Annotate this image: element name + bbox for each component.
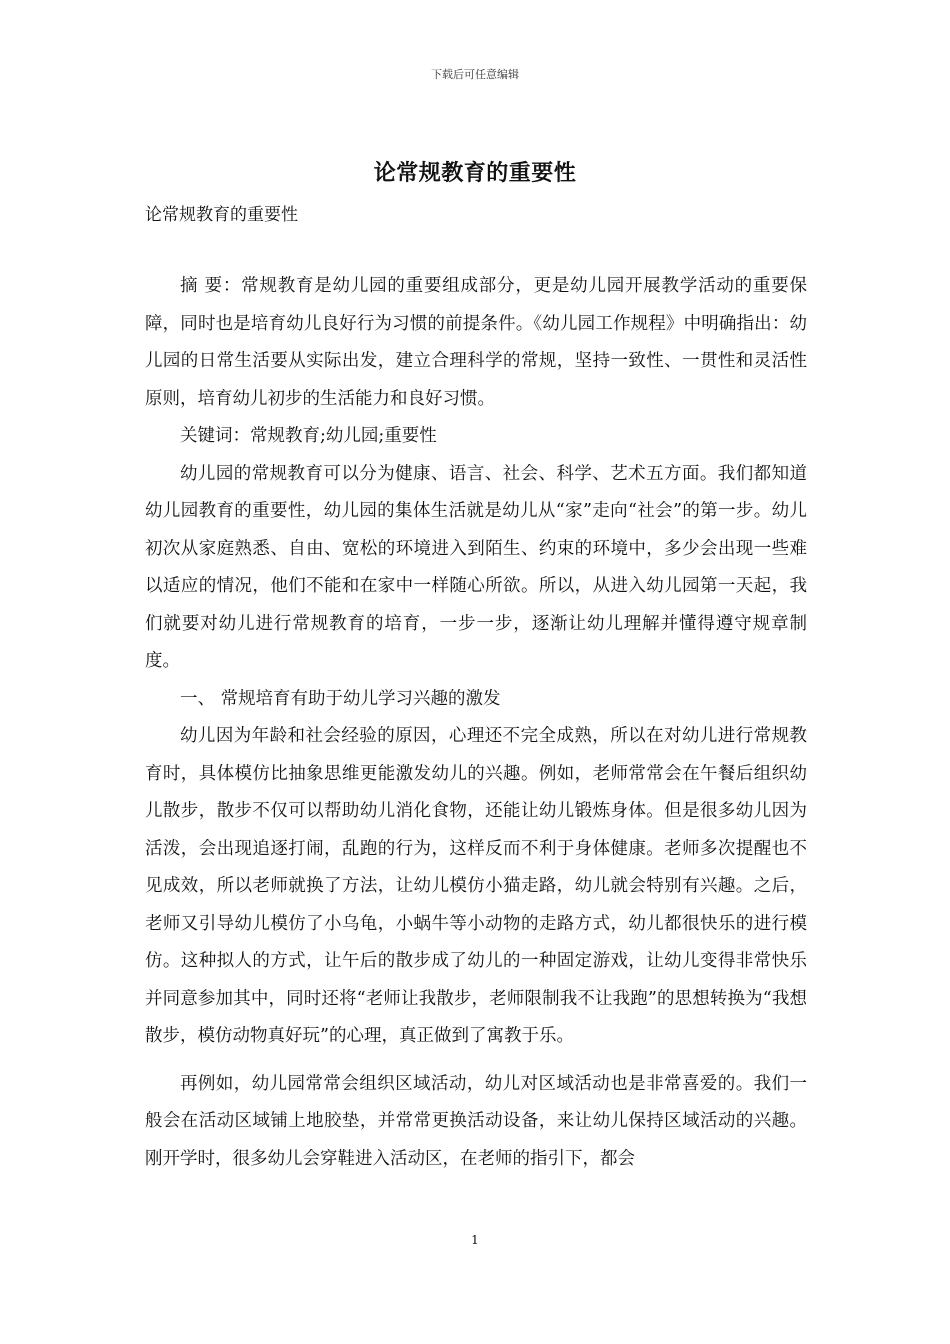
- document-title: 论常规教育的重要性: [373, 160, 577, 186]
- body-paragraph: 幼儿因为年龄和社会经验的原因，心理还不完全成熟，所以在对幼儿进行常规教育时，具体模仿比抽象思维更能激发幼儿的兴趣。例如，老师常常会在午餐后组织幼儿散步，散步不仅可以帮助幼儿消化食物，还能让幼儿锻炼身体。但是很多幼儿因为活泼，会出现追逐打闹，乱跑的行为，这样反而不利于身体健康。老师多次提醒也不见成效，所以老师就换了方法，让幼儿模仿小猫走路，幼儿就会特别有兴趣。之后，老师又引导幼儿模仿了小乌龟，小蜗牛等小动物的走路方式，幼儿都很快乐的进行模仿。这种拟人的方式，让午后的散步成了幼儿的一种固定游戏，让幼儿变得非常快乐并同意参加其中，同时还将“老师让我散步，老师限制我不让我跑”的思想转换为“我想散步，模仿动物真好玩”的心理，真正做到了寓教于乐。: [145, 726, 807, 1046]
- header-note: 下载后可任意编辑: [431, 68, 519, 81]
- intro-paragraph: 幼儿园的常规教育可以分为健康、语言、社会、科学、艺术五方面。我们都知道幼儿园教育的重要性，幼儿园的集体生活就是幼儿从“家”走向“社会”的第一步。幼儿初次从家庭熟悉、自由、宽松的环境进入到陌生、约束的环境中，多少会出现一些难以适应的情况，他们不能和在家中一样随心所欲。所以，从进入幼儿园第一天起，我们就要对幼儿进行常规教育的培育，一步一步，逐渐让幼儿理解并懂得遵守规章制度。: [145, 463, 807, 671]
- keywords-paragraph: 关键词：常规教育;幼儿园;重要性: [180, 426, 437, 446]
- body-paragraph: 再例如，幼儿园常常会组织区域活动，幼儿对区域活动也是非常喜爱的。我们一般会在活动区域铺上地胶垫，并常常更换活动设备，来让幼儿保持区域活动的兴趣。刚开学时，很多幼儿会穿鞋进入活动区，在老师的指引下，都会: [145, 1073, 807, 1169]
- section-heading: 一、 常规培育有助于幼儿学习兴趣的激发: [180, 688, 501, 709]
- abstract-paragraph: 摘 要：常规教育是幼儿园的重要组成部分，更是幼儿园开展教学活动的重要保障，同时也是培育幼儿良好行为习惯的前提条件。《幼儿园工作规程》中明确指出：幼儿园的日常生活要从实际出发，建立合理科学的常规，坚持一致性、一贯性和灵活性原则，培育幼儿初步的生活能力和良好习惯。: [145, 276, 807, 409]
- document-subtitle: 论常规教育的重要性: [145, 205, 298, 225]
- document-body: [145, 268, 807, 1178]
- page-number: 1: [471, 1233, 479, 1247]
